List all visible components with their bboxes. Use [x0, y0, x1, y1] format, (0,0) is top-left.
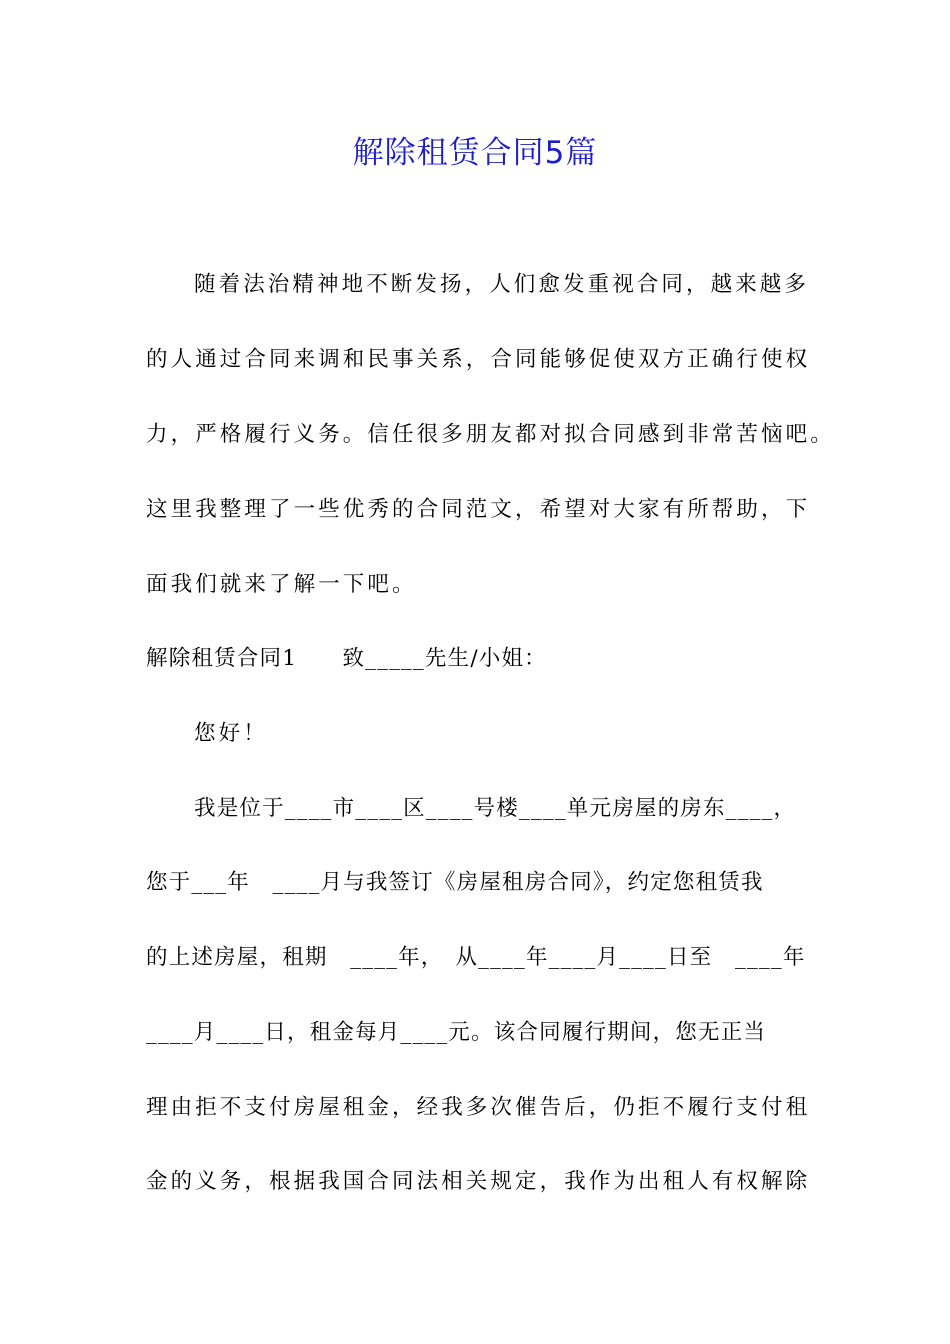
document-title: 解除租赁合同5篇	[352, 135, 598, 171]
paragraph-line: ____月____日，租金每月____元。该合同履行期间，您无正当	[146, 1020, 767, 1045]
section-heading-line: 解除租赁合同1 致_____先生/小姐：	[146, 646, 547, 671]
paragraph-line: 金的义务，根据我国合同法相关规定，我作为出租人有权解除	[146, 1169, 811, 1194]
paragraph-line: 这里我整理了一些优秀的合同范文，希望对大家有所帮助，下	[146, 497, 811, 522]
paragraph-line: 的上述房屋，租期 ____年， 从____年____月____日至 ____年	[146, 945, 806, 970]
paragraph-line: 我是位于____市____区____号楼____单元房屋的房东____，	[194, 796, 797, 821]
greeting-line: 您好！	[194, 721, 268, 746]
paragraph-line: 随着法治精神地不断发扬，人们愈发重视合同，越来越多	[194, 272, 810, 297]
paragraph-line: 的人通过合同来调和民事关系，合同能够促使双方正确行使权	[146, 347, 811, 372]
paragraph-line: 力，严格履行义务。信任很多朋友都对拟合同感到非常苦恼吧。	[146, 422, 835, 447]
paragraph-line: 面我们就来了解一下吧。	[146, 572, 417, 597]
paragraph-line: 您于___年 ____月与我签订《房屋租房合同》，约定您租赁我	[146, 870, 764, 895]
paragraph-line: 理由拒不支付房屋租金，经我多次催告后，仍拒不履行支付租	[146, 1095, 811, 1120]
